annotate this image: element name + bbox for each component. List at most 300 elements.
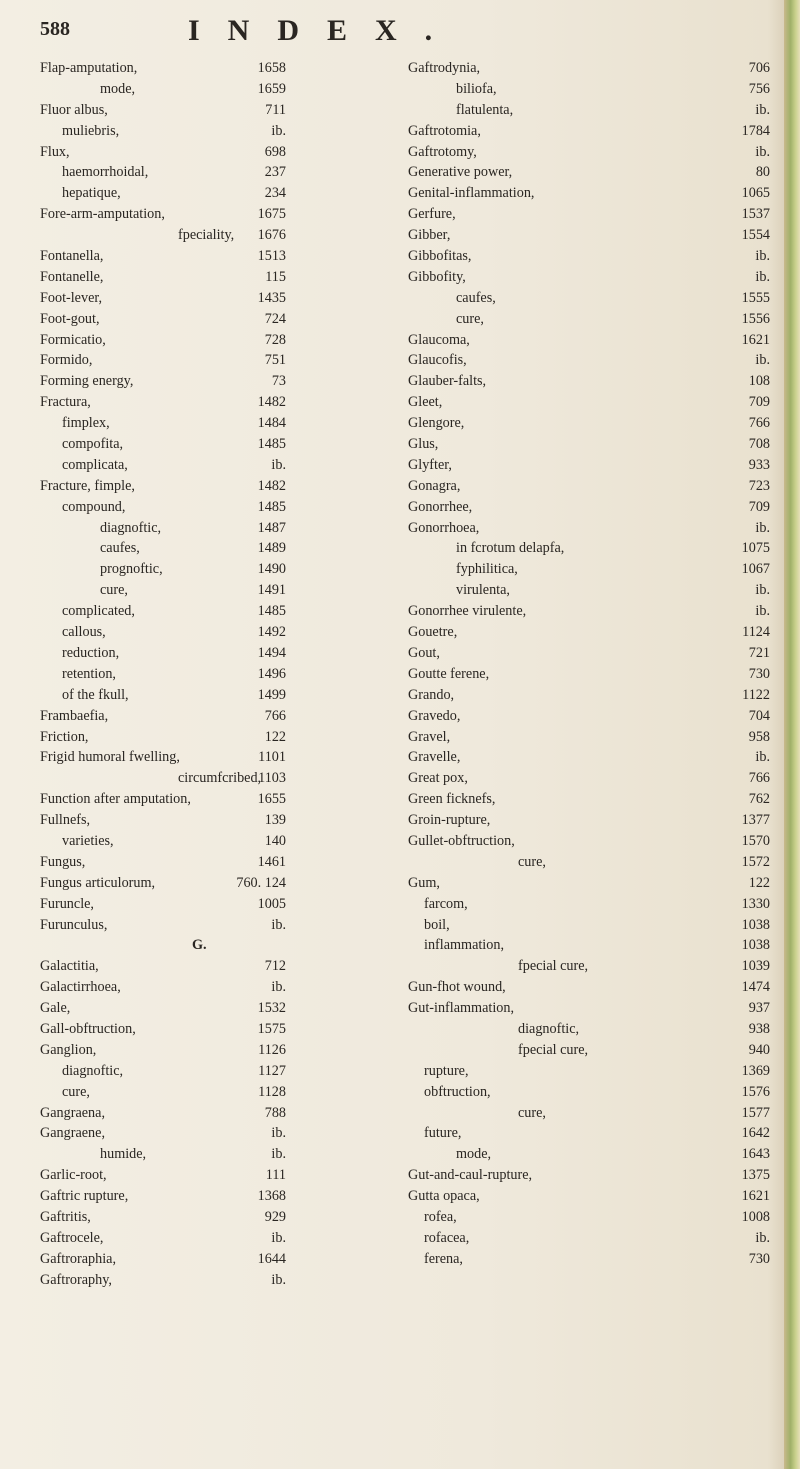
entry-page: 1375 [741, 1167, 770, 1184]
entry-term: rofacea, [424, 1229, 470, 1246]
entry-term: Formido, [40, 352, 93, 369]
entry-term: inflammation, [424, 937, 504, 954]
entry-page: 1490 [257, 561, 286, 578]
index-entry [408, 267, 780, 288]
entry-term: Gouetre, [408, 624, 458, 641]
entry-term: Garlic-root, [40, 1167, 107, 1184]
entry-page: 1122 [742, 686, 770, 703]
entry-term: Forming energy, [40, 373, 134, 390]
entry-term: Gullet-obftruction, [408, 832, 515, 849]
entry-page: 122 [748, 874, 770, 891]
entry-term: Gravedo, [408, 707, 461, 724]
index-entry [408, 79, 780, 100]
entry-page: 1067 [741, 561, 770, 578]
entry-term: Gut-and-caul-rupture, [408, 1167, 533, 1184]
index-entry [408, 455, 780, 476]
entry-page: 1642 [741, 1125, 770, 1142]
entry-page: 1572 [741, 853, 770, 870]
entry-page: 1676 [257, 227, 286, 244]
index-entry [408, 497, 780, 518]
entry-term: Flux, [40, 143, 70, 160]
entry-page: 724 [264, 310, 286, 327]
entry-term: Gangraene, [40, 1125, 105, 1142]
index-entry [408, 831, 780, 852]
entry-page: 1494 [257, 644, 286, 661]
index-entry [408, 476, 780, 497]
entry-page: 80 [755, 164, 770, 181]
index-column-right [408, 58, 780, 1270]
entry-page: 756 [748, 80, 770, 97]
entry-term: Fullnefs, [40, 812, 91, 829]
entry-term: mode, [456, 1146, 492, 1163]
entry-term: cure, [100, 582, 128, 599]
entry-term: retention, [62, 665, 116, 682]
index-entry [408, 1123, 780, 1144]
entry-page: 1513 [257, 248, 286, 265]
index-entry [40, 998, 390, 1019]
index-entry [408, 1249, 780, 1270]
index-entry [40, 956, 390, 977]
entry-term: haemorrhoidal, [62, 164, 149, 181]
entry-page: 1435 [257, 289, 286, 306]
index-entry [40, 142, 390, 163]
entry-page: ib. [271, 916, 286, 933]
index-entry [40, 601, 390, 622]
index-entry [408, 935, 780, 956]
entry-page: 929 [264, 1208, 286, 1225]
entry-page: 1485 [257, 498, 286, 515]
entry-page: 1575 [257, 1020, 286, 1037]
entry-term: Goutte ferene, [408, 665, 490, 682]
entry-page: 760. 124 [236, 874, 286, 891]
entry-term: Gerfure, [408, 206, 456, 223]
entry-term: Great pox, [408, 770, 468, 787]
entry-page: 1330 [741, 895, 770, 912]
index-entry [408, 915, 780, 936]
index-entry [408, 1207, 780, 1228]
index-entry [408, 894, 780, 915]
entry-page: 1485 [257, 603, 286, 620]
index-entry [40, 831, 390, 852]
index-entry [40, 1186, 390, 1207]
index-entry [40, 1123, 390, 1144]
entry-page: 766 [748, 415, 770, 432]
index-entry [40, 664, 390, 685]
entry-term: of the fkull, [62, 686, 129, 703]
entry-page: 1621 [741, 1188, 770, 1205]
entry-page: 1659 [257, 80, 286, 97]
entry-term: muliebris, [62, 122, 120, 139]
entry-page: ib. [755, 749, 770, 766]
index-entry [408, 162, 780, 183]
index-entry [408, 434, 780, 455]
entry-term: Gaftrocele, [40, 1229, 104, 1246]
entry-page: 1537 [741, 206, 770, 223]
entry-term: Frambaefia, [40, 707, 109, 724]
entry-term: Galactirrhoea, [40, 979, 121, 996]
index-entry [408, 288, 780, 309]
entry-page: ib. [755, 268, 770, 285]
index-entry [40, 100, 390, 121]
entry-term: Gibber, [408, 227, 451, 244]
entry-term: circumfcribed, [178, 770, 262, 787]
index-entry [40, 476, 390, 497]
index-entry [408, 1228, 780, 1249]
entry-term: Gravel, [408, 728, 451, 745]
index-entry [40, 1270, 390, 1291]
entry-term: Gaftritis, [40, 1208, 91, 1225]
entry-term: ferena, [424, 1250, 463, 1267]
index-entry [408, 789, 780, 810]
entry-term: fyphilitica, [456, 561, 518, 578]
entry-term: cure, [518, 853, 546, 870]
entry-page: 1655 [257, 791, 286, 808]
entry-term: complicated, [62, 603, 135, 620]
entry-page: 698 [264, 143, 286, 160]
entry-page: 1784 [741, 122, 770, 139]
index-entry [40, 1040, 390, 1061]
index-entry [408, 204, 780, 225]
entry-term: boil, [424, 916, 450, 933]
entry-page: 1554 [741, 227, 770, 244]
entry-term: Glauber-falts, [408, 373, 487, 390]
index-entry [40, 559, 390, 580]
entry-term: varieties, [62, 832, 114, 849]
entry-page: 1474 [741, 979, 770, 996]
index-column-left [40, 58, 390, 1291]
entry-page: 709 [748, 394, 770, 411]
index-entry [408, 225, 780, 246]
index-entry [40, 977, 390, 998]
index-entry [408, 100, 780, 121]
entry-term: Gibbofitas, [408, 248, 472, 265]
entry-page: 704 [748, 707, 770, 724]
index-entry [408, 998, 780, 1019]
entry-term: Fracture, fimple, [40, 477, 135, 494]
entry-term: fpecial cure, [518, 958, 589, 975]
entry-page: ib. [755, 143, 770, 160]
entry-page: 1576 [741, 1083, 770, 1100]
index-entry [40, 350, 390, 371]
entry-page: 938 [748, 1020, 770, 1037]
entry-term: Glyfter, [408, 456, 452, 473]
entry-term: Gut-inflammation, [408, 1000, 514, 1017]
entry-page: ib. [755, 248, 770, 265]
index-entry [40, 747, 390, 768]
entry-term: Gonorrhoea, [408, 519, 480, 536]
index-entry [40, 538, 390, 559]
entry-page: 1482 [257, 477, 286, 494]
entry-page: ib. [755, 603, 770, 620]
entry-page: ib. [271, 1229, 286, 1246]
entry-term: compound, [62, 498, 126, 515]
entry-term: Genital-inflammation, [408, 185, 535, 202]
entry-page: 1485 [257, 436, 286, 453]
entry-page: 1532 [257, 1000, 286, 1017]
index-entry [408, 956, 780, 977]
index-entry [408, 309, 780, 330]
entry-term: Frigid humoral fwelling, [40, 749, 180, 766]
entry-page: 1101 [258, 749, 286, 766]
index-entry [40, 643, 390, 664]
entry-page: ib. [271, 1125, 286, 1142]
entry-page: 1492 [257, 624, 286, 641]
index-entry [40, 1228, 390, 1249]
entry-page: 940 [748, 1041, 770, 1058]
entry-page: ib. [271, 456, 286, 473]
entry-term: fpeciality, [178, 227, 235, 244]
entry-page: 1489 [257, 540, 286, 557]
index-entry [408, 852, 780, 873]
entry-page: 721 [748, 644, 770, 661]
entry-term: humide, [100, 1146, 147, 1163]
entry-term: mode, [100, 80, 136, 97]
index-entry [408, 538, 780, 559]
index-entry [40, 1103, 390, 1124]
entry-term: Green ficknefs, [408, 791, 496, 808]
index-entry [408, 1040, 780, 1061]
entry-page: 122 [264, 728, 286, 745]
entry-page: 1008 [741, 1208, 770, 1225]
entry-page: ib. [271, 1146, 286, 1163]
index-entry [40, 79, 390, 100]
index-entry [408, 559, 780, 580]
entry-term: Glaucofis, [408, 352, 467, 369]
entry-page: 1658 [257, 60, 286, 76]
index-entry [408, 1061, 780, 1082]
entry-page: 933 [748, 456, 770, 473]
entry-term: obftruction, [424, 1083, 491, 1100]
entry-term: Fontanelle, [40, 268, 104, 285]
entry-page: 1377 [741, 812, 770, 829]
entry-term: fpecial cure, [518, 1041, 589, 1058]
index-entry [408, 413, 780, 434]
index-entry [408, 601, 780, 622]
entry-page: ib. [271, 122, 286, 139]
page-title: INDEX. [188, 14, 461, 47]
entry-term: Gaftrotomia, [408, 122, 481, 139]
entry-term: Foot-gout, [40, 310, 100, 327]
entry-term: callous, [62, 624, 106, 641]
index-entry [408, 622, 780, 643]
entry-term: Grando, [408, 686, 455, 703]
entry-term: complicata, [62, 456, 128, 473]
index-entry [408, 1082, 780, 1103]
entry-page: ib. [271, 1271, 286, 1288]
entry-term: Groin-rupture, [408, 812, 491, 829]
entry-page: 708 [748, 436, 770, 453]
entry-page: 730 [748, 1250, 770, 1267]
index-entry [40, 121, 390, 142]
entry-term: flatulenta, [456, 101, 514, 118]
entry-term: cure, [62, 1083, 90, 1100]
index-entry [40, 455, 390, 476]
entry-page: 108 [748, 373, 770, 390]
entry-term: Fungus articulorum, [40, 874, 156, 891]
entry-page: 709 [748, 498, 770, 515]
index-entry [408, 330, 780, 351]
index-entry [40, 330, 390, 351]
entry-page: 1555 [741, 289, 770, 306]
entry-term: Fore-arm-amputation, [40, 206, 165, 223]
index-entry [408, 350, 780, 371]
entry-term: G. [192, 937, 207, 954]
entry-term: Fluor albus, [40, 101, 108, 118]
entry-page: 1368 [257, 1188, 286, 1205]
entry-page: 140 [264, 832, 286, 849]
entry-term: Fontanella, [40, 248, 104, 265]
index-entry [40, 706, 390, 727]
entry-page: 1482 [257, 394, 286, 411]
index-entry [40, 852, 390, 873]
entry-page: ib. [755, 101, 770, 118]
index-entry [40, 1207, 390, 1228]
index-entry [408, 58, 780, 79]
entry-term: prognoftic, [100, 561, 163, 578]
entry-term: Gonorrhee, [408, 498, 473, 515]
entry-page: 1127 [258, 1062, 286, 1079]
index-entry [40, 685, 390, 706]
entry-term: Generative power, [408, 164, 513, 181]
index-entry [408, 747, 780, 768]
entry-term: Gout, [408, 644, 440, 661]
index-entry [40, 267, 390, 288]
index-entry [408, 142, 780, 163]
index-entry [408, 977, 780, 998]
index-entry [40, 789, 390, 810]
entry-term: caufes, [456, 289, 496, 306]
index-entry [40, 309, 390, 330]
index-entry [408, 664, 780, 685]
entry-page: 1075 [741, 540, 770, 557]
entry-term: Gall-obftruction, [40, 1020, 136, 1037]
index-entry [408, 518, 780, 539]
entry-term: Gleet, [408, 394, 443, 411]
entry-page: 234 [264, 185, 286, 202]
index-entry [408, 580, 780, 601]
index-entry [40, 434, 390, 455]
index-entry [408, 768, 780, 789]
entry-page: 1496 [257, 665, 286, 682]
index-entry [40, 1165, 390, 1186]
index-entry [40, 162, 390, 183]
entry-page: 115 [265, 268, 286, 285]
entry-page: 1570 [741, 832, 770, 849]
entry-page: 751 [264, 352, 286, 369]
entry-page: ib. [755, 519, 770, 536]
index-entry [408, 246, 780, 267]
entry-page: 1038 [741, 916, 770, 933]
entry-term: diagnoftic, [518, 1020, 580, 1037]
entry-term: compofita, [62, 436, 124, 453]
entry-term: rofea, [424, 1208, 457, 1225]
entry-page: 766 [264, 707, 286, 724]
entry-page: 1065 [741, 185, 770, 202]
entry-page: 1484 [257, 415, 286, 432]
index-entry [40, 225, 390, 246]
entry-page: 712 [264, 958, 286, 975]
entry-term: hepatique, [62, 185, 121, 202]
entry-page: 1675 [257, 206, 286, 223]
entry-page: 1491 [257, 582, 286, 599]
index-entry [40, 413, 390, 434]
index-entry [408, 1019, 780, 1040]
index-entry [408, 643, 780, 664]
entry-term: Glus, [408, 436, 439, 453]
entry-term: Gun-fhot wound, [408, 979, 506, 996]
entry-page: 1461 [257, 853, 286, 870]
index-entry [408, 1103, 780, 1124]
index-entry [40, 894, 390, 915]
index-entry [408, 727, 780, 748]
entry-page: 711 [265, 101, 286, 118]
index-entry [40, 873, 390, 894]
entry-term: Gaftroraphia, [40, 1250, 117, 1267]
entry-term: Gaftrodynia, [408, 60, 481, 76]
entry-term: Gutta opaca, [408, 1188, 480, 1205]
entry-term: reduction, [62, 644, 120, 661]
entry-term: cure, [456, 310, 484, 327]
entry-page: 111 [265, 1167, 286, 1184]
index-entry [408, 1165, 780, 1186]
index-entry [40, 580, 390, 601]
index-entry [40, 183, 390, 204]
entry-page: 1038 [741, 937, 770, 954]
entry-term: Furuncle, [40, 895, 94, 912]
entry-page: 1005 [257, 895, 286, 912]
entry-term: diagnoftic, [62, 1062, 124, 1079]
entry-page: 1039 [741, 958, 770, 975]
entry-term: Gaftric rupture, [40, 1188, 129, 1205]
index-entry [40, 1082, 390, 1103]
index-entry [40, 768, 390, 789]
entry-page: 788 [264, 1104, 286, 1121]
entry-term: Flap-amputation, [40, 60, 138, 76]
entry-page: 1126 [258, 1041, 286, 1058]
entry-term: Furunculus, [40, 916, 108, 933]
entry-term: Fractura, [40, 394, 91, 411]
entry-term: in fcrotum delapfa, [456, 540, 565, 557]
index-entry [40, 1249, 390, 1270]
entry-page: 237 [264, 164, 286, 181]
entry-term: Ganglion, [40, 1041, 97, 1058]
index-entry [40, 204, 390, 225]
entry-term: Formicatio, [40, 331, 106, 348]
entry-term: Gum, [408, 874, 440, 891]
entry-term: fimplex, [62, 415, 110, 432]
index-entry [40, 1019, 390, 1040]
entry-term: caufes, [100, 540, 140, 557]
entry-page: 766 [748, 770, 770, 787]
index-entry [40, 371, 390, 392]
index-entry [40, 58, 390, 79]
entry-term: Foot-lever, [40, 289, 103, 306]
entry-term: Galactitia, [40, 958, 99, 975]
entry-page: 1369 [741, 1062, 770, 1079]
entry-term: Glaucoma, [408, 331, 470, 348]
entry-term: biliofa, [456, 80, 497, 97]
entry-page: 1577 [741, 1104, 770, 1121]
index-entry [40, 392, 390, 413]
entry-page: 1643 [741, 1146, 770, 1163]
page-header [40, 14, 760, 54]
index-entry [408, 1186, 780, 1207]
entry-page: 1128 [258, 1083, 286, 1100]
index-entry [408, 1144, 780, 1165]
entry-page: 1621 [741, 331, 770, 348]
entry-page: 762 [748, 791, 770, 808]
entry-page: 706 [748, 60, 770, 76]
